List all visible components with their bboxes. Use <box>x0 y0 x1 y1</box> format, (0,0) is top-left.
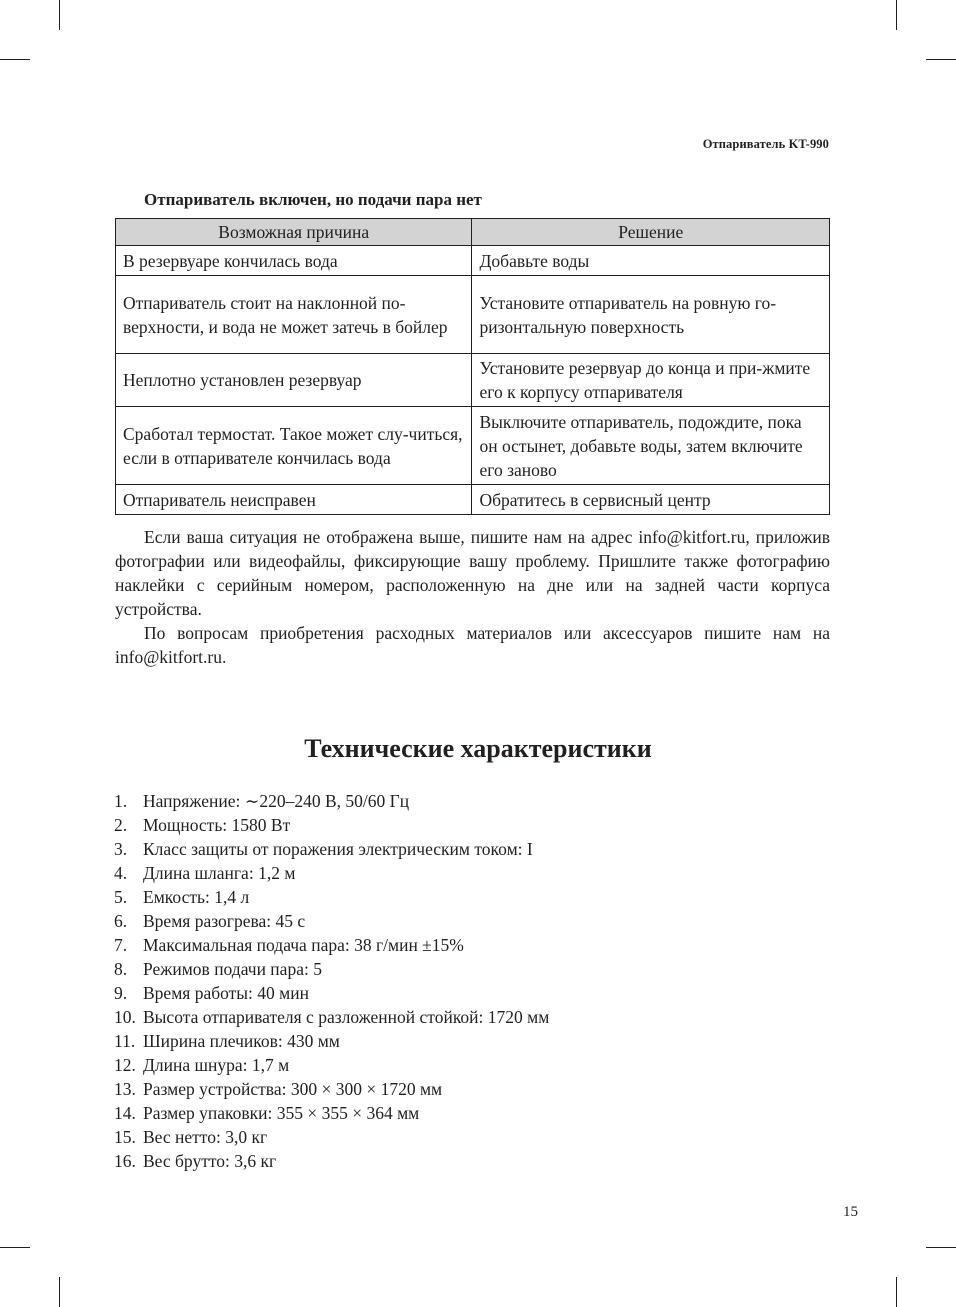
crop-mark-left-bottom <box>0 1247 30 1248</box>
contact-paragraph <box>115 525 830 621</box>
list-item-number: 16. <box>114 1151 136 1171</box>
crop-mark-left-top <box>0 59 30 60</box>
list-item-number: 11. <box>114 1031 136 1051</box>
column-header-solution: Решение <box>472 219 830 246</box>
list-item-text: Емкость: 1,4 л <box>143 887 250 907</box>
accessories-paragraph <box>115 621 830 669</box>
solution-cell: Установите резервуар до конца и при-жмите его к корпусу отпаривателя <box>472 354 830 407</box>
list-item <box>114 837 549 861</box>
crop-mark-top-right <box>896 0 897 30</box>
crop-mark-right-top <box>926 59 956 60</box>
cause-cell: Сработал термостат. Такое может слу-читься, если в отпаривателе кончилась вода <box>116 407 472 485</box>
crop-mark-top-left <box>59 0 60 30</box>
table-row <box>116 485 830 515</box>
list-item <box>114 1005 549 1029</box>
list-item-number: 12. <box>114 1055 136 1075</box>
list-item <box>114 885 549 909</box>
list-item-number: 13. <box>114 1079 136 1099</box>
page-number: 15 <box>843 1204 858 1220</box>
list-item-text: Класс защиты от поражения электрическим током: I <box>143 839 533 859</box>
solution-cell: Добавьте воды <box>472 246 830 276</box>
list-item-text: Мощность: 1580 Вт <box>143 815 291 835</box>
cause-cell: Неплотно установлен резервуар <box>116 354 472 407</box>
table-row <box>116 246 830 276</box>
list-item-text: Размер устройства: 300 × 300 × 1720 мм <box>143 1079 443 1099</box>
list-item-text: Время разогрева: 45 с <box>143 911 306 931</box>
list-item <box>114 789 549 813</box>
crop-mark-bottom-right <box>896 1277 897 1307</box>
list-item-text: Высота отпаривателя с разложенной стойкой: 1720 мм <box>143 1007 550 1027</box>
list-item-number: 8. <box>114 959 128 979</box>
column-header-cause: Возможная причина <box>116 219 472 246</box>
list-item-text: Время работы: 40 мин <box>143 983 309 1003</box>
solution-cell: Установите отпариватель на ровную го-ризонтальную поверхность <box>472 276 830 354</box>
list-item-text: Вес нетто: 3,0 кг <box>143 1127 268 1147</box>
specs-title: Технические характеристики <box>304 734 652 763</box>
list-item-text: Вес брутто: 3,6 кг <box>143 1151 277 1171</box>
list-item-number: 14. <box>114 1103 136 1123</box>
troubleshooting-title: Отпариватель включен, но подачи пара нет <box>144 190 482 209</box>
accessories-paragraph-text: По вопросам приобретения расходных материалов или аксессуаров пишите нам на info@kitfort.ru. <box>115 623 830 667</box>
list-item <box>114 957 549 981</box>
table-row <box>116 354 830 407</box>
list-item-number: 7. <box>114 935 128 955</box>
list-item <box>114 933 549 957</box>
list-item-number: 1. <box>114 791 128 811</box>
list-item-number: 5. <box>114 887 128 907</box>
troubleshooting-table <box>115 218 830 515</box>
list-item-text: Размер упаковки: 355 × 355 × 364 мм <box>143 1103 420 1123</box>
list-item-text: Напряжение: ∼220–240 В, 50/60 Гц <box>143 791 410 811</box>
cause-cell: В резервуаре кончилась вода <box>116 246 472 276</box>
list-item <box>114 1053 549 1077</box>
solution-cell: Выключите отпариватель, подождите, пока он остынет, добавьте воды, затем включите его заново <box>472 407 830 485</box>
cause-cell: Отпариватель стоит на наклонной по-верхности, и вода не может затечь в бойлер <box>116 276 472 354</box>
table-row <box>116 276 830 354</box>
list-item <box>114 861 549 885</box>
list-item-text: Длина шнура: 1,7 м <box>143 1055 290 1075</box>
list-item <box>114 981 549 1005</box>
crop-mark-right-bottom <box>926 1247 956 1248</box>
list-item-number: 3. <box>114 839 128 859</box>
cause-cell: Отпариватель неисправен <box>116 485 472 515</box>
list-item <box>114 813 549 837</box>
list-item <box>114 1149 549 1173</box>
list-item-text: Длина шланга: 1,2 м <box>143 863 296 883</box>
list-item <box>114 1029 549 1053</box>
table-header-row <box>116 219 830 246</box>
contact-paragraph-text: Если ваша ситуация не отображена выше, пишите нам на адрес info@kitfort.ru, приложив фотографии или видеофайлы, фиксирующие вашу проблему. Пришлите также фотографию наклейки с серийным номером, расположенную на дне или на задней части корпуса устройства. <box>115 527 830 619</box>
list-item-number: 10. <box>114 1007 136 1027</box>
running-header: Отпариватель KT-990 <box>702 137 829 151</box>
list-item-text: Ширина плечиков: 430 мм <box>143 1031 340 1051</box>
list-item-number: 2. <box>114 815 128 835</box>
list-item-number: 9. <box>114 983 128 1003</box>
list-item-number: 15. <box>114 1127 136 1147</box>
crop-mark-bottom-left <box>59 1277 60 1307</box>
list-item-text: Максимальная подача пара: 38 г/мин ±15% <box>143 935 464 955</box>
list-item <box>114 1077 549 1101</box>
list-item-number: 6. <box>114 911 128 931</box>
list-item-number: 4. <box>114 863 128 883</box>
list-item <box>114 1125 549 1149</box>
list-item <box>114 909 549 933</box>
specs-list <box>114 789 549 1173</box>
list-item-text: Режимов подачи пара: 5 <box>143 959 322 979</box>
solution-cell: Обратитесь в сервисный центр <box>472 485 830 515</box>
table-row <box>116 407 830 485</box>
list-item <box>114 1101 549 1125</box>
